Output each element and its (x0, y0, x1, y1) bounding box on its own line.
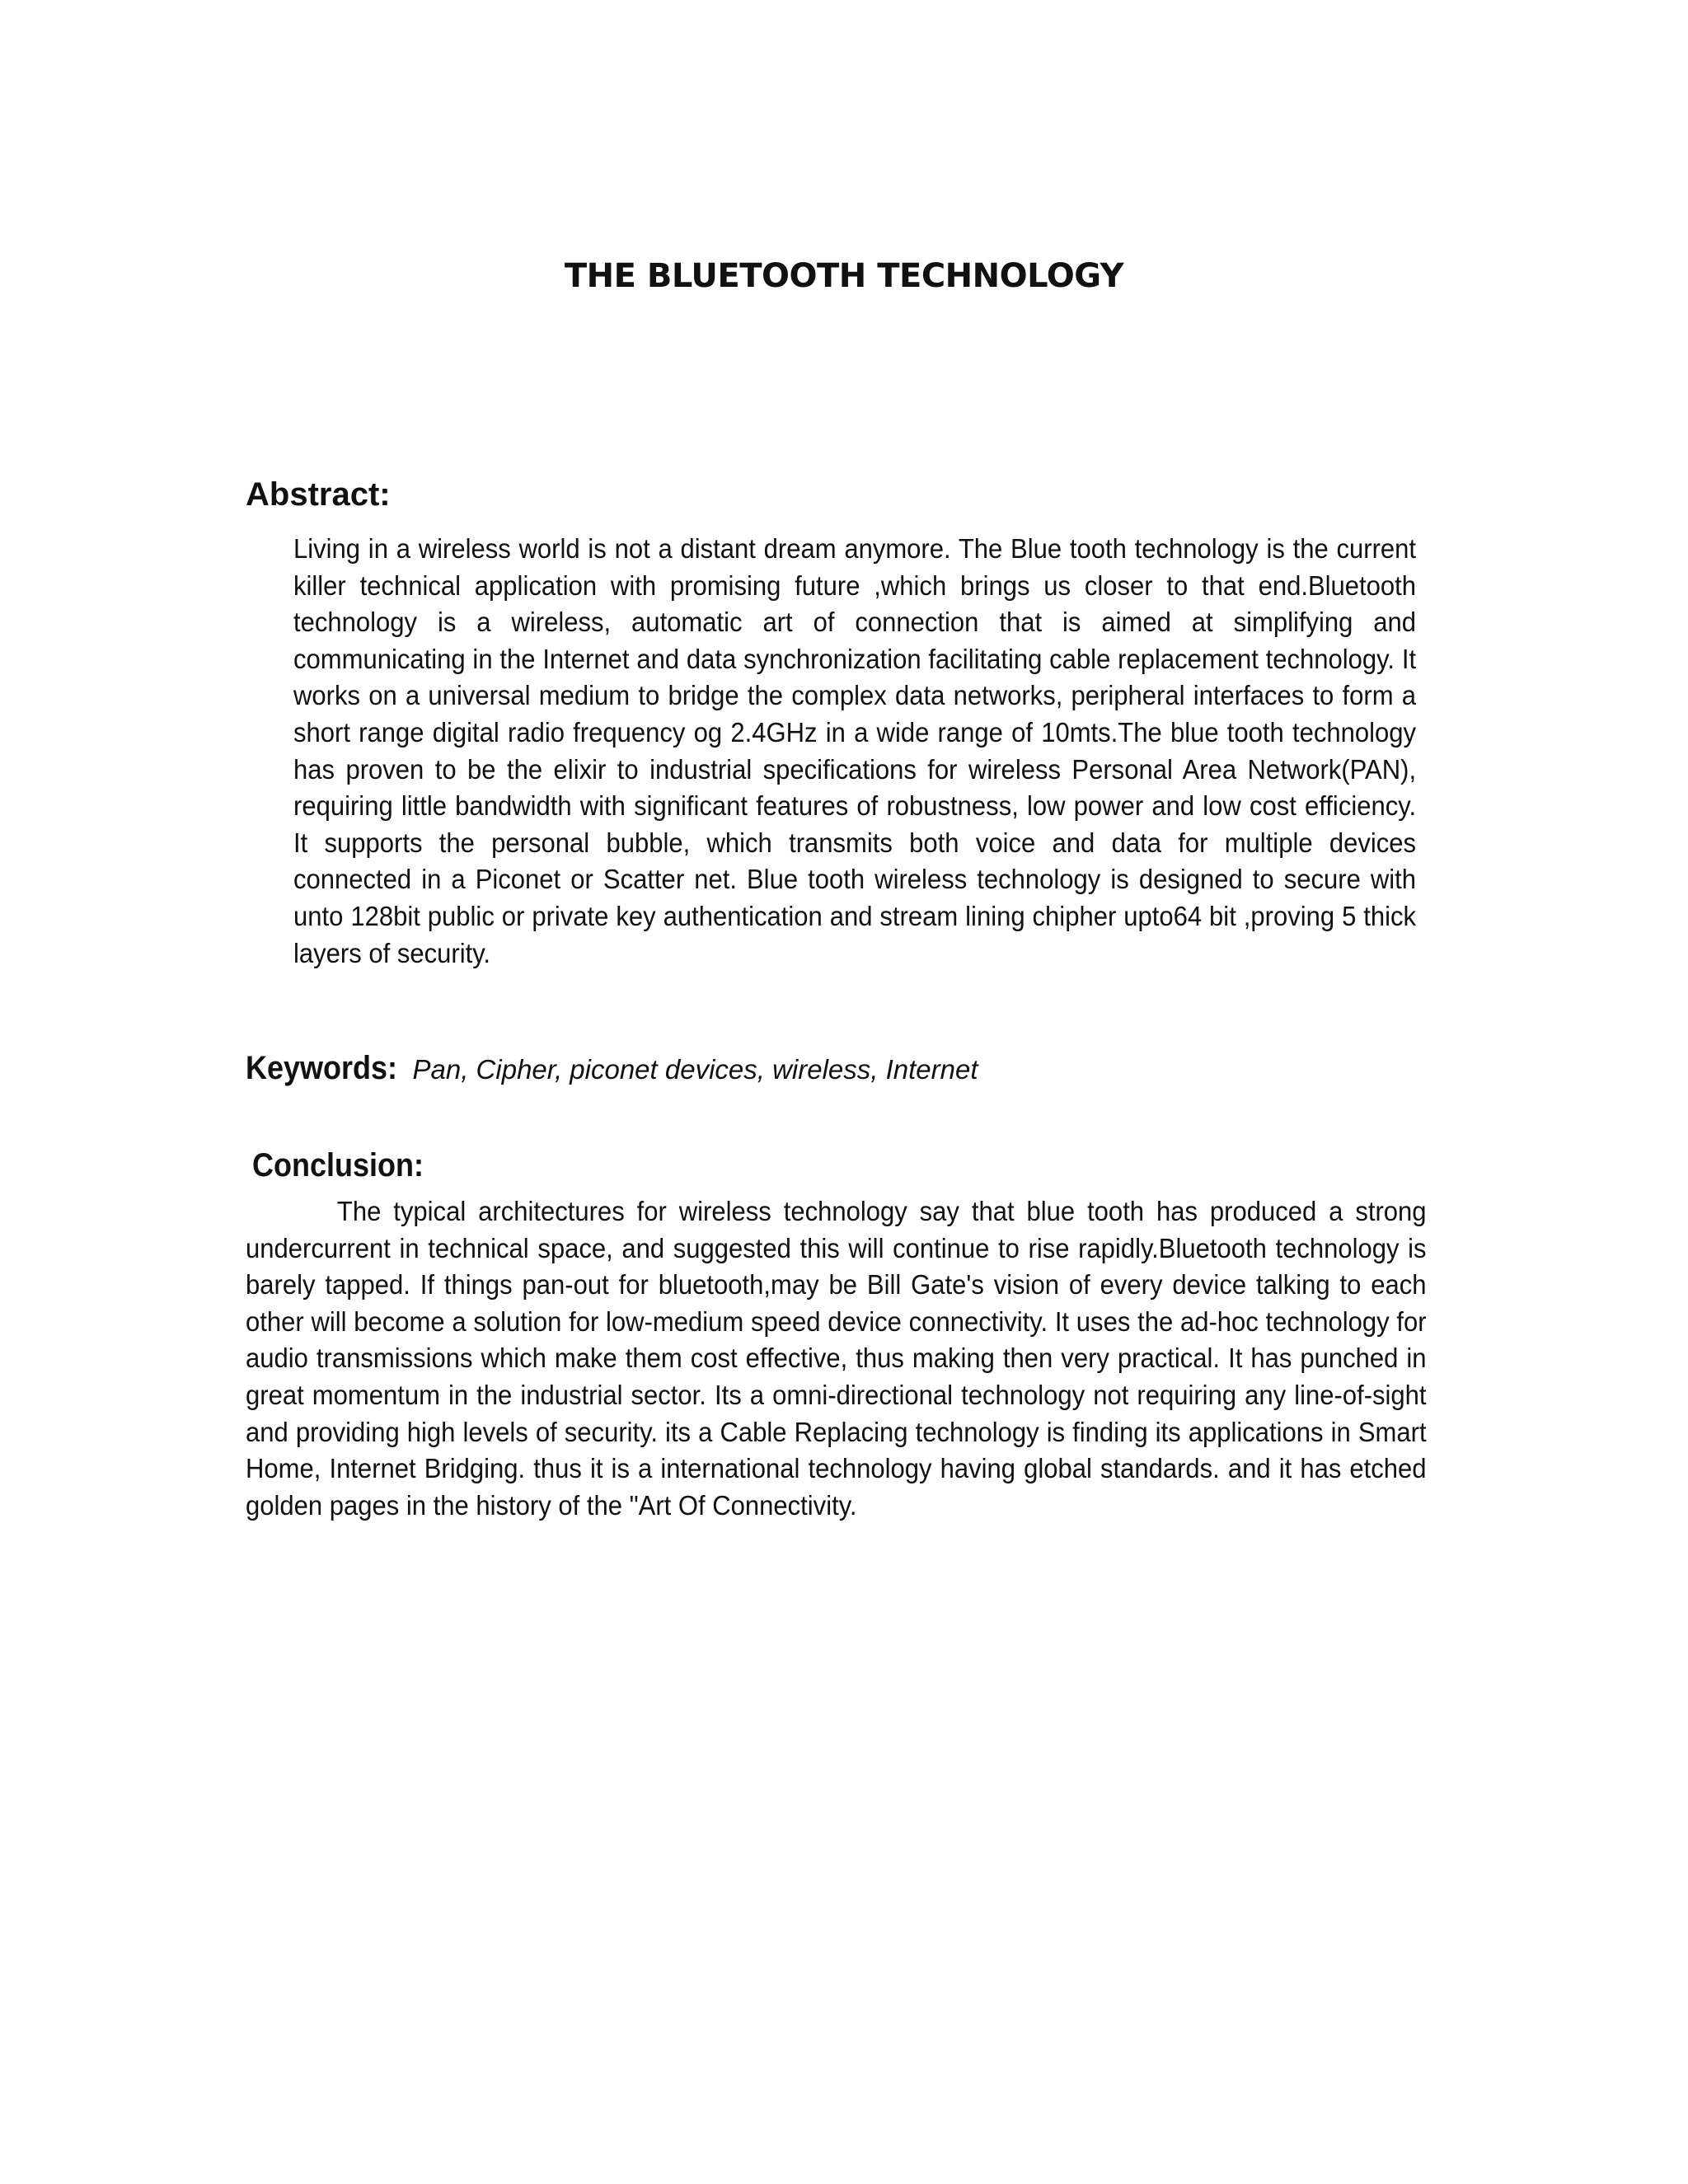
keywords-label: Keywords: (246, 1050, 398, 1086)
abstract-heading: Abstract: (246, 476, 391, 513)
keywords-values: Pan, Cipher, piconet devices, wireless, Internet (412, 1054, 978, 1085)
keywords-line (246, 1050, 978, 1087)
conclusion-heading: Conclusion: (252, 1147, 424, 1183)
document-title: THE BLUETOOTH TECHNOLOGY (564, 257, 1124, 295)
abstract-paragraph: Living in a wireless world is not a distant dream anymore. The Blue tooth technology is the current killer technical application with promising future ,which brings us closer to that end.Bluetooth technology is a wireless, automatic art of connection that is aimed at simplifying and communicating in the Internet and data synchronization facilitating cable replacement technology. It works on a universal medium to bridge the complex data networks, peripheral interfaces to form a short range digital radio frequency og 2.4GHz in a wide range of 10mts.The blue tooth technology has proven to be the elixir to industrial specifications for wireless Personal Area Network(PAN), requiring little bandwidth with significant features of robustness, low power and low cost efficiency. It supports the personal bubble, which transmits both voice and data for multiple devices connected in a Piconet or Scatter net. Blue tooth wireless technology is designed to secure with unto 128bit public or private key authentication and stream lining chipher upto64 bit ,proving 5 thick layers of security. (293, 533, 1417, 968)
conclusion-paragraph: The typical architectures for wireless technology say that blue tooth has produced a strong undercurrent in technical space, and suggested this will continue to rise rapidly.Bluetooth technology is barely tapped. If things pan-out for bluetooth,may be Bill Gate's vision of every device talking to each other will become a solution for low-medium speed device connectivity. It uses the ad-hoc technology for audio transmissions which make them cost effective, thus making then very practical. It has punched in great momentum in the industrial sector. Its a omni-directional technology not requiring any line-of-sight and providing high levels of security. its a Cable Replacing technology is finding its applications in Smart Home, Internet Bridging. thus it is a international technology having global standards. and it has etched golden pages in the history of the "Art Of Connectivity. (246, 1196, 1427, 1521)
